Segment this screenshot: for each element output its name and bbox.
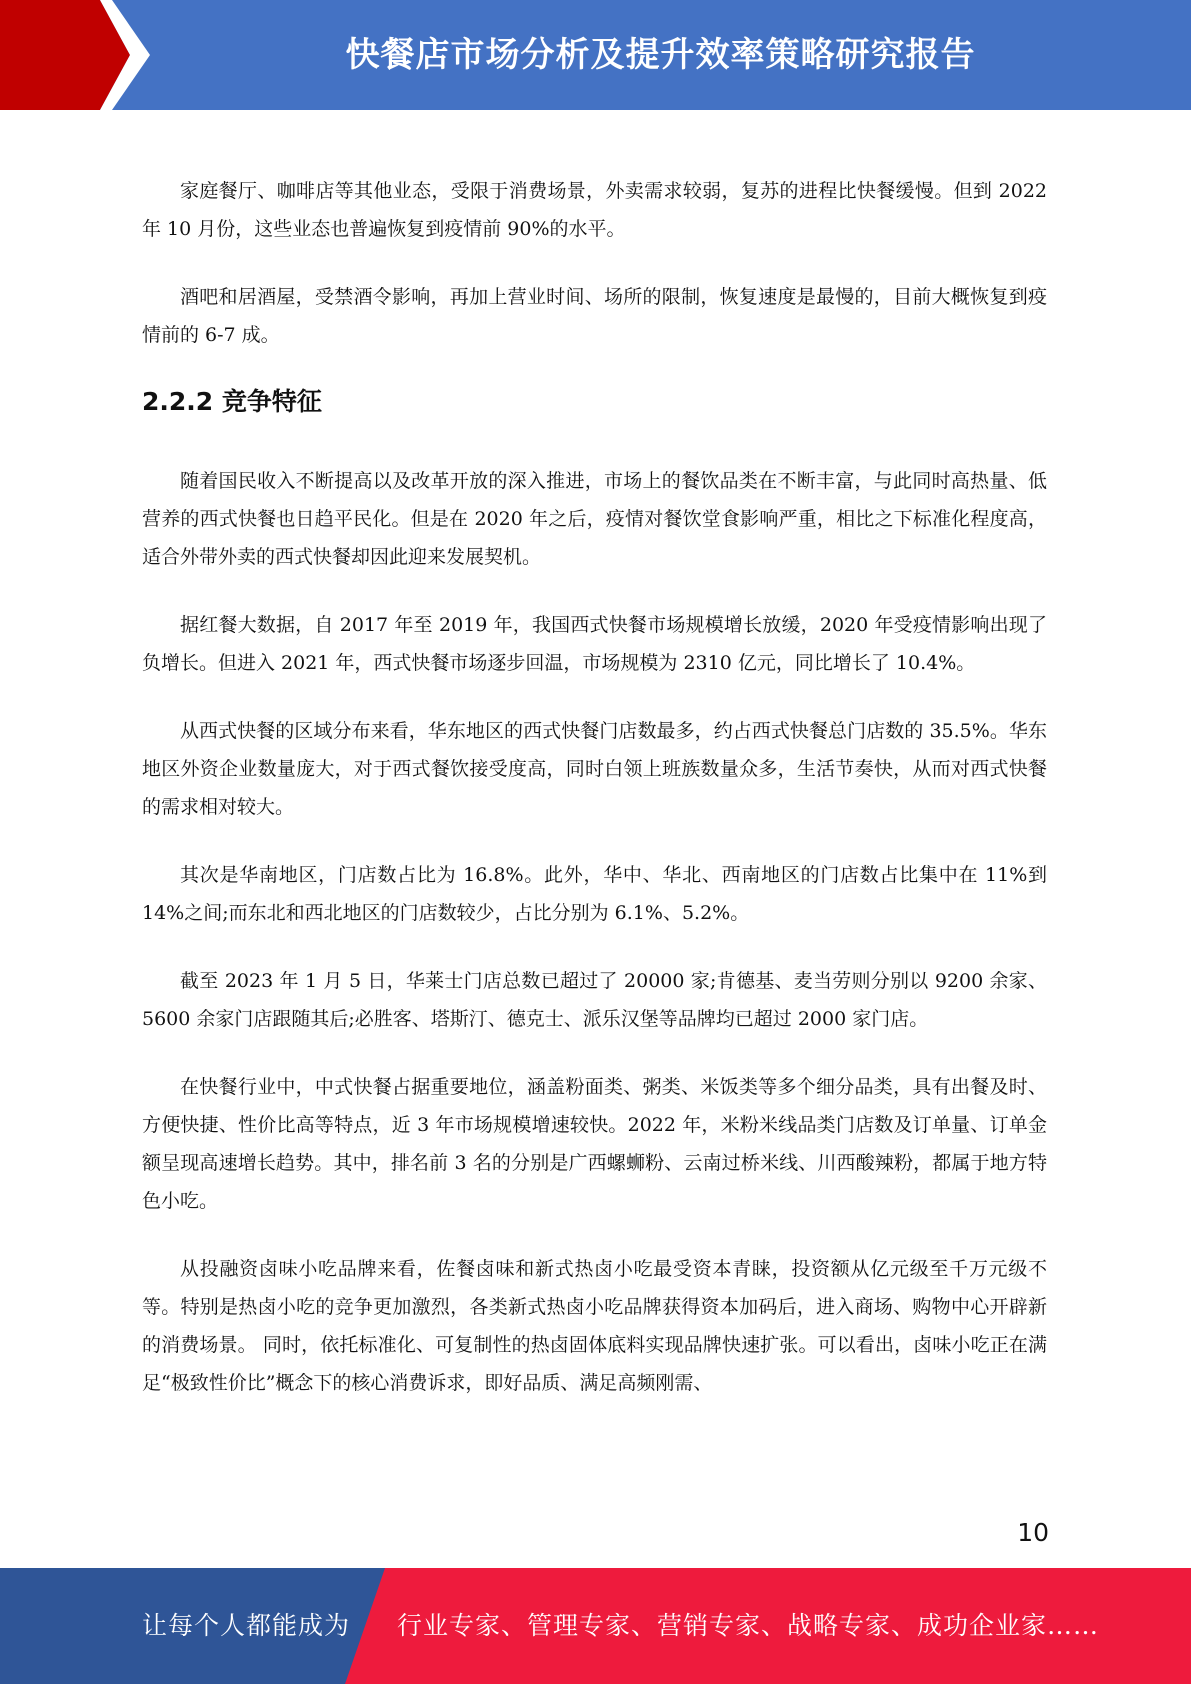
paragraph-store-counts: 截至 2023 年 1 月 5 日，华莱士门店总数已超过了 20000 家;肯德基、麦当劳则分别以 9200 余家、5600 余家门店跟随其后;必胜客、塔斯汀、德克士、派乐汉堡等品牌均已超过 2000 家门店。 — [142, 970, 1047, 1030]
paragraph-east-china-distribution: 从西式快餐的区域分布来看，华东地区的西式快餐门店数最多，约占西式快餐总门店数的 35.5%。华东地区外资企业数量庞大，对于西式餐饮接受度高，同时白领上班族数量众多，生活节奏快，从而对西式快餐的需求相对较大。 — [142, 720, 1047, 818]
footer-slogan-left: 让每个人都能成为 — [142, 1611, 351, 1640]
paragraph-chinese-fastfood: 在快餐行业中，中式快餐占据重要地位，涵盖粉面类、粥类、米饭类等多个细分品类，具有出餐及时、方便快捷、性价比高等特点，近 3 年市场规模增速较快。2022 年，米粉米线品类门店数及订单量、订单金额呈现高速增长趋势。其中，排名前 3 名的分别是广西螺蛳粉、云南过桥米线、川西酸辣粉，都属于地方特色小吃。 — [142, 1076, 1047, 1212]
paragraph-other-formats-recovery: 家庭餐厅、咖啡店等其他业态，受限于消费场景，外卖需求较弱，复苏的进程比快餐缓慢。但到 2022 年 10 月份，这些业态也普遍恢复到疫情前 90%的水平。 — [142, 180, 1047, 240]
section-heading: 2.2.2 竞争特征 — [142, 387, 322, 416]
paragraph-western-fastfood-trend: 随着国民收入不断提高以及改革开放的深入推进，市场上的餐饮品类在不断丰富，与此同时高热量、低营养的西式快餐也日趋平民化。但是在 2020 年之后，疫情对餐饮堂食影响严重，相比之下标准化程度高，适合外带外卖的西式快餐却因此迎来发展契机。 — [142, 470, 1047, 568]
paragraph-market-size: 据红餐大数据，自 2017 年至 2019 年，我国西式快餐市场规模增长放缓，2020 年受疫情影响出现了负增长。但进入 2021 年，西式快餐市场逐步回温，市场规模为 2310 亿元，同比增长了 10.4%。 — [142, 614, 1047, 674]
page-number: 10 — [1017, 1518, 1049, 1547]
document-body — [142, 172, 1047, 1432]
page-header — [0, 0, 1191, 110]
report-title: 快餐店市场分析及提升效率策略研究报告 — [345, 35, 976, 75]
footer-slogan-right: 行业专家、管理专家、营销专家、战略专家、成功企业家…… — [397, 1611, 1100, 1640]
paragraph-bars-recovery: 酒吧和居酒屋，受禁酒令影响，再加上营业时间、场所的限制，恢复速度是最慢的，目前大概恢复到疫情前的 6-7 成。 — [142, 286, 1047, 346]
paragraph-regional-share: 其次是华南地区，门店数占比为 16.8%。此外，华中、华北、西南地区的门店数占比集中在 11%到 14%之间;而东北和西北地区的门店数较少，占比分别为 6.1%、5.2%。 — [142, 864, 1047, 924]
page-footer — [0, 1568, 1191, 1684]
paragraph-braised-snacks: 从投融资卤味小吃品牌来看，佐餐卤味和新式热卤小吃最受资本青睐，投资额从亿元级至千万元级不等。特别是热卤小吃的竞争更加激烈，各类新式热卤小吃品牌获得资本加码后，进入商场、购物中心开辟新的消费场景。 同时，依托标准化、可复制性的热卤固体底料实现品牌快速扩张。可以看出，卤味小吃正在满足“极致性价比”概念下的核心消费诉求，即好品质、满足高频刚需、 — [142, 1258, 1047, 1394]
